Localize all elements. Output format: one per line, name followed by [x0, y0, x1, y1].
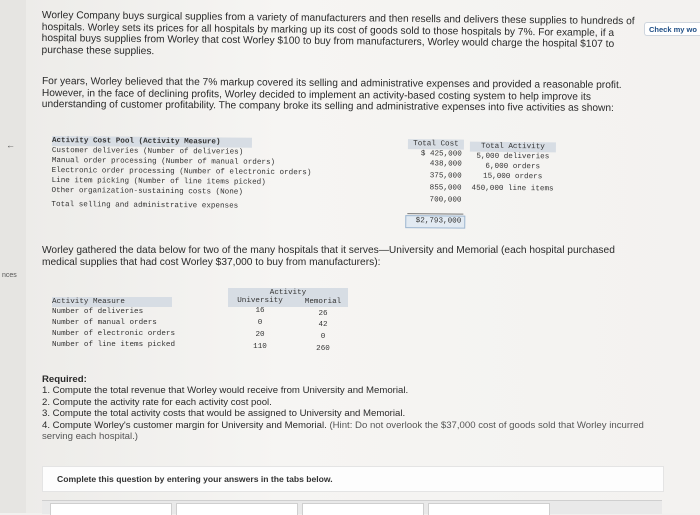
pool-cost: 855,000 [429, 184, 462, 193]
header-measure: Activity Measure [52, 298, 125, 306]
answer-tabs-bar [42, 500, 662, 514]
left-panel-fragment: nces [2, 272, 17, 279]
pool-cost: 438,000 [429, 160, 462, 169]
required-item: 2. Compute the activity rate for each activity cost pool. [42, 396, 272, 408]
pool-cost: 375,000 [429, 172, 462, 181]
measure-label: Number of deliveries [52, 308, 144, 316]
pool-activity: 15,000 orders [483, 172, 543, 182]
university-value: 0 [257, 319, 263, 327]
memorial-value: 260 [316, 345, 330, 353]
check-my-work-button[interactable]: Check my wo [644, 22, 700, 36]
required-item: 4. Compute Worley's customer margin for University and Memorial. [42, 419, 327, 431]
memorial-value: 26 [318, 310, 328, 318]
header-total-activity: Total Activity [470, 142, 556, 153]
university-value: 16 [255, 307, 265, 315]
left-panel-strip [0, 0, 26, 513]
header-total-cost: Total Cost [408, 139, 464, 149]
pool-label: Electronic order processing (Number of electronic orders) [51, 166, 312, 178]
intro-paragraph-1: Worley Company buys surgical supplies from a variety of manufacturers and then resells and delivers these supplies to hundreds of hospitals. Worley sets its prices for all hospitals by marking up its cost of goods sold to those hospitals by 7%. For example, if a hospital buys supplies from Worley that cost Worley $100 to buy from manufacturers, Worley would charge the hospital $107 to purchase these supplies. [41, 10, 635, 57]
total-label: Total selling and administrative expenses [51, 200, 239, 211]
university-value: 110 [253, 343, 267, 351]
required-item: 1. Compute the total revenue that Worley would receive from University and Memorial. [42, 385, 409, 397]
pool-cost: 700,000 [429, 196, 462, 205]
pool-label: Other organization-sustaining costs (None) [51, 186, 243, 197]
instruction-box [42, 466, 664, 492]
pool-cost: $ 425,000 [420, 150, 462, 159]
hospital-activity-table [52, 288, 352, 358]
required-hint: (Hint: Do not overlook the $37,000 cost of goods sold that Worley incurred serving each hospital.) [42, 419, 644, 443]
header-pool: Activity Cost Pool (Activity Measure) [51, 136, 221, 147]
pool-activity: 5,000 deliveries [476, 152, 550, 162]
group-header: Activity [269, 289, 307, 297]
pool-label: Customer deliveries (Number of deliveries) [51, 146, 244, 157]
answer-tab[interactable] [302, 503, 424, 515]
header-memorial: Memorial [304, 298, 342, 306]
total-cost: $2,793,000 [415, 217, 462, 226]
pool-label: Manual order processing (Number of manual orders) [51, 156, 276, 167]
university-value: 20 [255, 331, 265, 339]
memorial-value: 0 [320, 333, 326, 341]
answer-tab[interactable] [428, 503, 550, 515]
measure-label: Number of line items picked [52, 341, 176, 349]
gathered-paragraph: Worley gathered the data below for two of the many hospitals that it serves—University and Memorial (each hospital purchased medical supplies that had cost Worley $37,000 to buy from manufacturers): [42, 245, 615, 268]
pool-label: Line item picking (Number of line items picked) [51, 176, 266, 187]
instruction-text: Complete this question by entering your answers in the tabs below. [57, 474, 333, 484]
measure-label: Number of manual orders [52, 319, 157, 327]
pool-activity: 450,000 line items [471, 184, 554, 194]
answer-tab[interactable] [50, 503, 172, 515]
header-university: University [237, 297, 283, 305]
required-section [42, 374, 652, 442]
activity-cost-pool-table [51, 136, 556, 234]
measure-label: Number of electronic orders [52, 330, 176, 338]
pool-activity: 6,000 orders [485, 162, 541, 172]
intro-paragraph-2: For years, Worley believed that the 7% markup covered its selling and administrative expenses and provided a reasonable profit. However, in the face of declining profits, Worley decided to implement an activity-based costing system to help improve its understanding of customer profitability. The company broke its selling and administrative expenses into five activities as shown: [41, 76, 622, 115]
collapse-icon[interactable]: ← [6, 140, 15, 150]
required-title: Required: [42, 374, 87, 385]
answer-tab[interactable] [176, 503, 298, 515]
memorial-value: 42 [318, 321, 328, 329]
required-item: 3. Compute the total activity costs that would be assigned to University and Memorial. [42, 408, 406, 420]
